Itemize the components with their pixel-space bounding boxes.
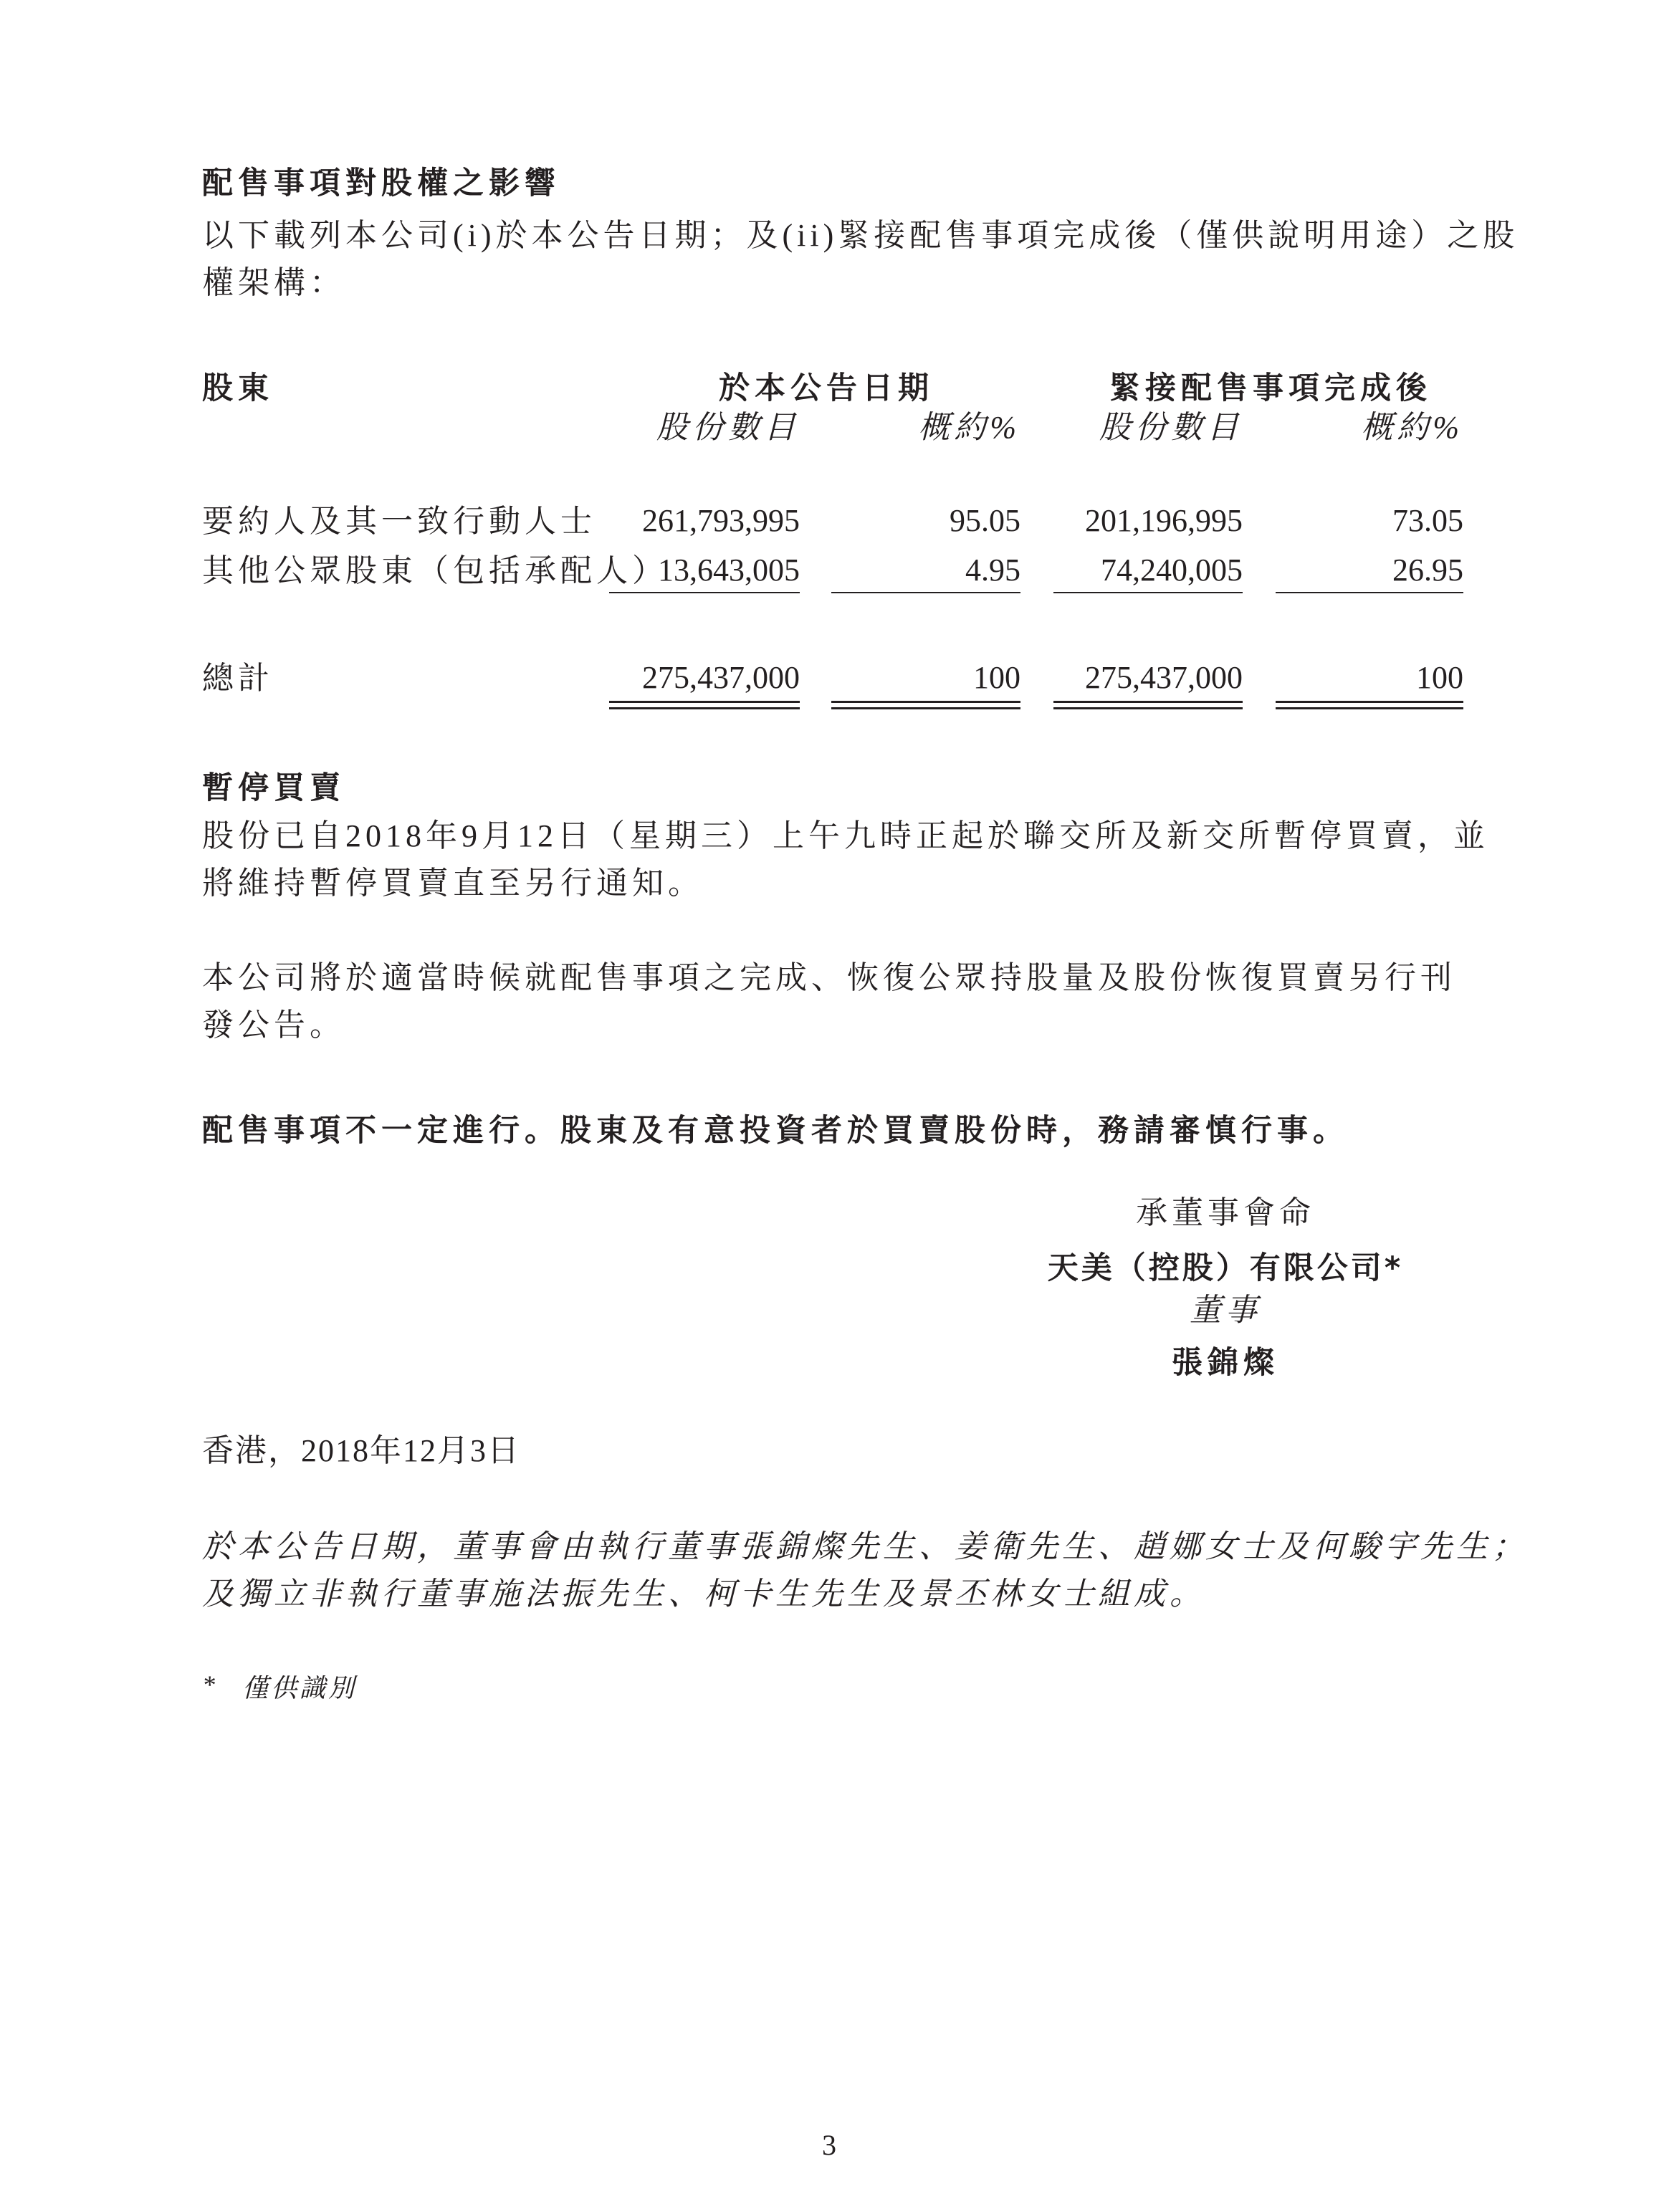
table-cell-pct1: 4.95: [965, 552, 1020, 588]
subheader-pct-1: 概約%: [918, 410, 1020, 445]
table-total-shares1: 275,437,000: [642, 660, 800, 695]
table-total-label: 總計: [202, 661, 274, 696]
signature-company-name: 天美（控股）有限公司*: [1047, 1250, 1404, 1286]
section-heading-shareholding: 配售事項對股權之影響: [202, 166, 560, 201]
table-total-pct1: 100: [973, 660, 1020, 695]
subheader-shares-1: 股份數目: [656, 410, 800, 445]
table-header-shareholder: 股東: [202, 370, 274, 406]
resumption-paragraph-line2: 發公告。: [202, 1007, 345, 1043]
total-double-rule: [831, 701, 1020, 709]
suspension-paragraph-line2: 將維持暫停買賣直至另行通知。: [202, 866, 704, 901]
table-cell-pct2: 73.05: [1392, 503, 1463, 538]
table-cell-shares2: 74,240,005: [1101, 552, 1243, 588]
table-header-group-after-completion: 緊接配售事項完成後: [1109, 370, 1432, 406]
page-number: 3: [822, 2129, 836, 2161]
resumption-paragraph-line1: 本公司將於適當時候就配售事項之完成、恢復公眾持股量及股份恢復買賣另行刊: [202, 960, 1456, 995]
table-cell-pct1: 95.05: [950, 503, 1020, 538]
footnote-text: 僅供識別: [242, 1674, 358, 1703]
board-composition-line2: 及獨立非執行董事施法振先生、柯卡生先生及景丕林女士組成。: [202, 1576, 1205, 1612]
subtotal-rule: [1053, 592, 1243, 593]
section-heading-suspension: 暫停買賣: [202, 770, 345, 806]
table-cell-shares1: 261,793,995: [642, 503, 800, 538]
signature-name: 張錦燦: [1172, 1345, 1279, 1381]
table-row-name: 其他公眾股東（包括承配人）: [202, 553, 668, 588]
intro-paragraph-line1: 以下載列本公司(i)於本公告日期；及(ii)緊接配售事項完成後（僅供說明用途）之股: [202, 218, 1519, 253]
total-double-rule: [609, 701, 800, 709]
total-double-rule: [1053, 701, 1243, 709]
board-composition-line1: 於本公告日期，董事會由執行董事張錦燦先生、姜衛先生、趙娜女士及何駿宇先生；: [202, 1529, 1528, 1564]
table-header-group-announcement-date: 於本公告日期: [719, 370, 934, 406]
table-row-name: 要約人及其一致行動人士: [202, 504, 596, 539]
table-cell-pct2: 26.95: [1392, 552, 1463, 588]
subtotal-rule: [609, 592, 800, 593]
table-cell-shares2: 201,196,995: [1085, 503, 1243, 538]
subheader-pct-2: 概約%: [1361, 410, 1463, 445]
intro-paragraph-line2: 權架構：: [202, 265, 345, 300]
table-total-pct2: 100: [1416, 660, 1463, 695]
table-cell-shares1: 13,643,005: [658, 552, 800, 588]
signature-title: 董事: [1190, 1293, 1261, 1328]
subtotal-rule: [831, 592, 1020, 593]
place-date: 香港，2018年12月3日: [202, 1433, 520, 1468]
warning-statement: 配售事項不一定進行。股東及有意投資者於買賣股份時，務請審慎行事。: [202, 1113, 1349, 1149]
signature-order-line: 承董事會命: [1136, 1195, 1315, 1230]
total-double-rule: [1276, 701, 1463, 709]
subtotal-rule: [1276, 592, 1463, 593]
footnote-mark: *: [202, 1670, 215, 1699]
table-total-shares2: 275,437,000: [1085, 660, 1243, 695]
suspension-paragraph-line1: 股份已自2018年9月12日（星期三）上午九時正起於聯交所及新交所暫停買賣，並: [202, 818, 1489, 853]
subheader-shares-2: 股份數目: [1099, 410, 1243, 445]
